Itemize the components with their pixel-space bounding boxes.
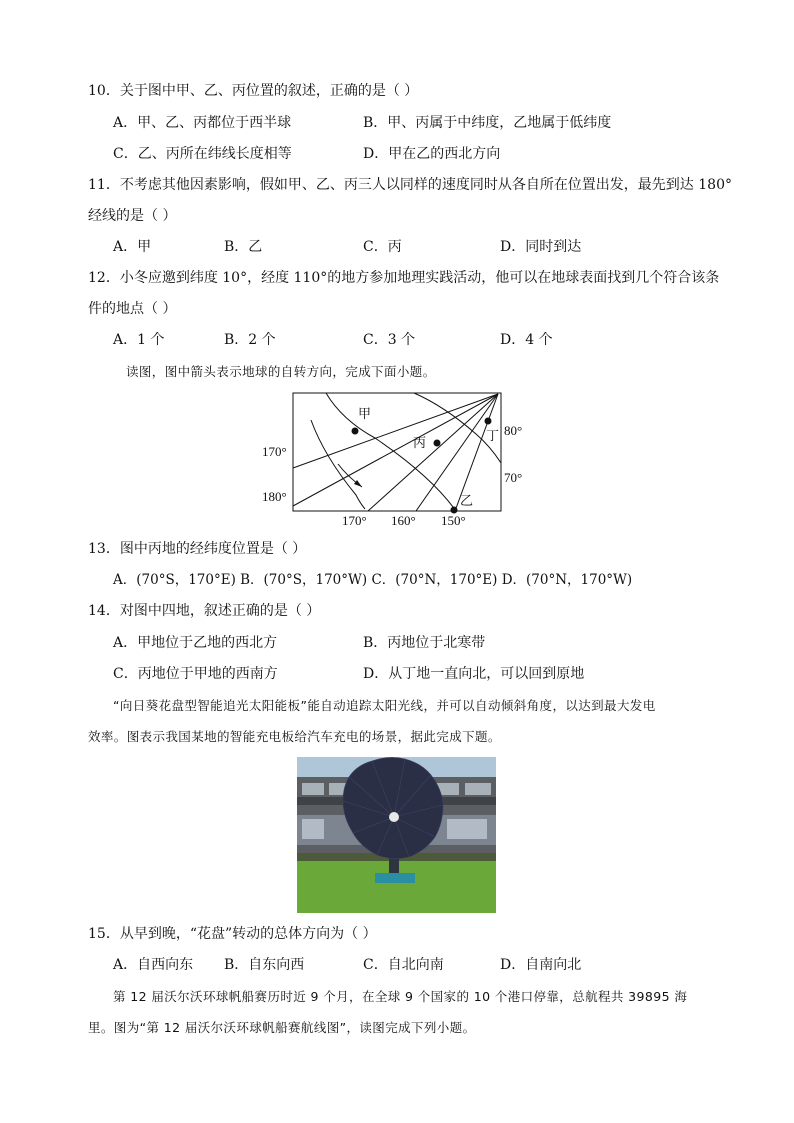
- label-bottom-160: 160°: [391, 513, 416, 528]
- map-intro: 读图，图中箭头表示地球的自转方向，完成下面小题。: [126, 364, 436, 379]
- q13-stem: 13．图中丙地的经纬度位置是（ ）: [88, 541, 307, 557]
- q12-stem-line1: 12．小冬应邀到纬度 10°，经度 110°的地方参加地理实践活动，他可以在地球表面找到几个符合该条: [88, 270, 720, 286]
- q11-option-c: C．丙: [363, 239, 402, 255]
- q10-option-b: B．甲、丙属于中纬度，乙地属于低纬度: [363, 115, 612, 131]
- point-ding: [485, 418, 492, 425]
- q15-option-c: C．自北向南: [363, 957, 444, 973]
- label-bing: 丙: [413, 435, 427, 450]
- point-jia: [352, 428, 359, 435]
- label-jia: 甲: [358, 406, 372, 421]
- q11-option-a: A．甲: [113, 239, 152, 255]
- q10-stem: 10．关于图中甲、乙、丙位置的叙述，正确的是（ ）: [88, 83, 419, 99]
- q14-option-c: C．丙地位于甲地的西南方: [113, 666, 278, 682]
- q11-option-b: B．乙: [224, 239, 263, 255]
- sailing-intro-line2: 里。图为“第 12 届沃尔沃环球帆船赛航线图”，读图完成下列小题。: [88, 1020, 476, 1035]
- q14-option-a: A．甲地位于乙地的西北方: [113, 635, 278, 651]
- q15-option-d: D．自南向北: [500, 957, 582, 973]
- q14-stem: 14．对图中四地，叙述正确的是（ ）: [88, 603, 321, 619]
- label-ding: 丁: [486, 428, 500, 443]
- label-bottom-150: 150°: [441, 513, 466, 528]
- q12-option-a: A．1 个: [113, 332, 165, 348]
- q13-options: A．(70°S，170°E) B．(70°S，170°W) C．(70°N，170°E) D．(70°N，170°W): [113, 572, 633, 588]
- label-bottom-170: 170°: [342, 513, 367, 528]
- q12-option-b: B．2 个: [224, 332, 276, 348]
- q15-stem: 15．从早到晚，“花盘”转动的总体方向为（ ）: [88, 926, 377, 942]
- q12-option-c: C．3 个: [363, 332, 416, 348]
- q10-option-a: A．甲、乙、丙都位于西半球: [113, 115, 292, 131]
- q11-stem-line2: 经线的是（ ）: [88, 208, 177, 224]
- label-yi: 乙: [460, 493, 474, 508]
- q14-option-b: B．丙地位于北寒带: [363, 635, 486, 651]
- sailing-intro-line1: 第 12 届沃尔沃环球帆船赛历时近 9 个月，在全球 9 个国家的 10 个港口停靠，总航程共 39895 海: [113, 989, 688, 1004]
- q12-stem-line2: 件的地点（ ）: [88, 301, 177, 317]
- q15-option-a: A．自西向东: [113, 957, 194, 973]
- solar-intro-line1: “向日葵花盘型智能追光太阳能板”能自动追踪太阳光线，并可以自动倾斜角度，以达到最大发电: [113, 698, 656, 713]
- q11-option-d: D．同时到达: [500, 239, 582, 255]
- label-left-180: 180°: [262, 489, 287, 504]
- latitude-longitude-map: [258, 388, 523, 528]
- q10-option-c: C．乙、丙所在纬线长度相等: [113, 146, 292, 162]
- q10-option-d: D．甲在乙的西北方向: [363, 146, 501, 162]
- solar-intro-line2: 效率。图表示我国某地的智能充电板给汽车充电的场景，据此完成下题。: [88, 729, 501, 744]
- point-bing: [434, 440, 441, 447]
- q15-option-b: B．自东向西: [224, 957, 305, 973]
- q11-stem-line1: 11．不考虑其他因素影响，假如甲、乙、丙三人以同样的速度同时从各自所在位置出发，最先到达 180°: [88, 177, 732, 193]
- q12-option-d: D．4 个: [500, 332, 553, 348]
- sunflower-solar-panel-photo: [297, 757, 496, 913]
- label-lat-70: 70°: [504, 470, 523, 485]
- label-lat-80: 80°: [504, 423, 523, 438]
- q14-option-d: D．从丁地一直向北，可以回到原地: [363, 666, 585, 682]
- label-left-170: 170°: [262, 444, 287, 459]
